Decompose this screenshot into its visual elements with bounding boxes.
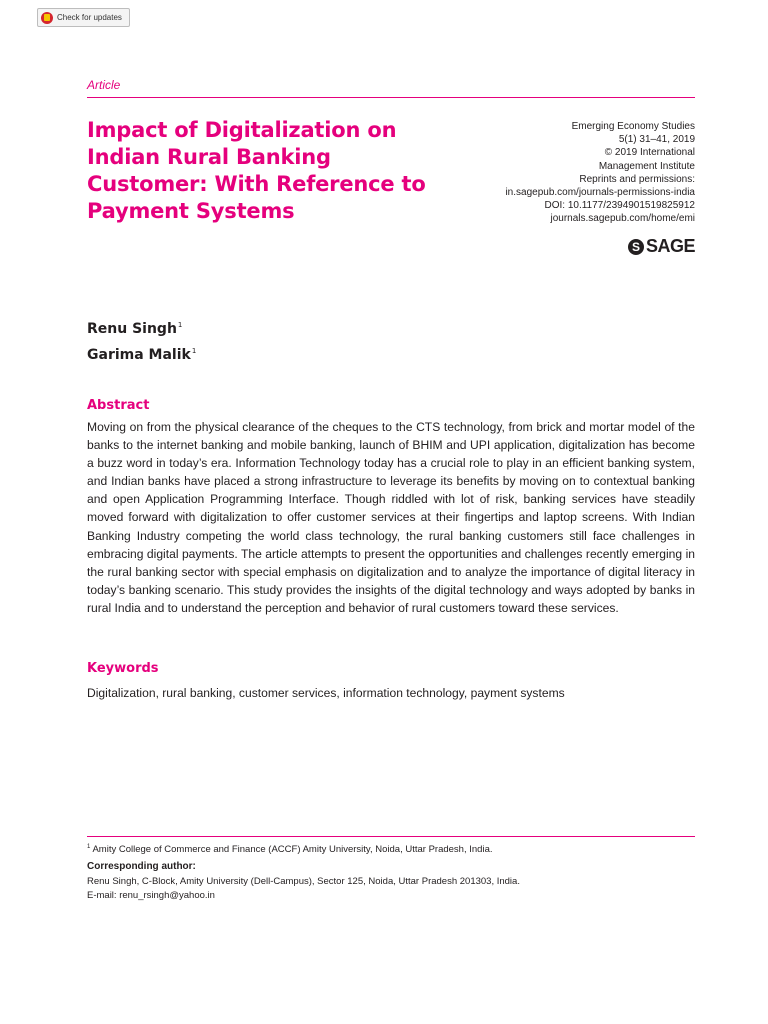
affiliation-footnote bbox=[87, 841, 695, 856]
crossmark-icon bbox=[41, 12, 53, 24]
permissions-link[interactable]: in.sagepub.com/journals-permissions-india bbox=[505, 187, 695, 199]
author-list bbox=[87, 314, 196, 366]
journal-reprints: Reprints and permissions: bbox=[579, 173, 695, 185]
article-type-label: Article bbox=[87, 78, 121, 92]
author-affiliation-marker: 1 bbox=[177, 321, 183, 329]
journal-copyright: © 2019 International bbox=[604, 147, 695, 159]
corresponding-email[interactable]: E-mail: renu_rsingh@yahoo.in bbox=[87, 889, 215, 901]
journal-home-link[interactable]: journals.sagepub.com/home/emi bbox=[550, 213, 695, 225]
footnote-affiliation: Amity College of Commerce and Finance (ACCF) Amity University, Noida, Uttar Pradesh, India. bbox=[92, 844, 493, 855]
keywords-heading: Keywords bbox=[87, 661, 159, 676]
corresponding-author-heading: Corresponding author: bbox=[87, 861, 196, 872]
abstract-text: Moving on from the physical clearance of the cheques to the CTS technology, from brick and mortar model of the banks to the internet banking and mobile banking, launch of BHIM and UPI application, digitalization has become a buzz word in today’s era. Information Technology today has a crucial role to play in an efficient banking system, and Indian banks have placed a strong infrastructure to leverage its benefits by moving on to contextual banking and open Application Programming Interface. Though riddled with lot of risk, banking services have steadily moved forward with digitalization to offer customer services at their fingertips and laptop screens. With Indian Banking Industry competing the world class technology, the rural banking customers still face challenges in embracing digital payments. The article attempts to present the opportunities and challenges recently emerging in the rural banking sector with special emphasis on digitalization and to analyze the importance of digital literacy in today’s banking scenario. This study provides the insights of the digital technology and ways adopted by banks in rural India and to understand the perception and behavior of rural customers toward these services. bbox=[87, 420, 695, 615]
sage-logo bbox=[628, 236, 695, 257]
abstract-heading: Abstract bbox=[87, 398, 150, 413]
sage-logo-icon: S bbox=[628, 239, 644, 255]
sage-logo-text: SAGE bbox=[645, 236, 695, 256]
header-divider bbox=[87, 97, 695, 98]
author-affiliation-marker: 1 bbox=[191, 347, 197, 355]
author-name: Garima Malik bbox=[87, 347, 191, 363]
corresponding-author-details bbox=[87, 875, 695, 902]
journal-volume: 5(1) 31–41, 2019 bbox=[618, 134, 695, 146]
journal-institute: Management Institute bbox=[598, 160, 695, 172]
footnote-divider bbox=[87, 836, 695, 837]
author-name: Renu Singh bbox=[87, 321, 177, 337]
check-for-updates-button[interactable] bbox=[37, 8, 130, 27]
article-title: Impact of Digitalization on Indian Rural Banking Customer: With Reference to Payment Systems bbox=[87, 118, 426, 223]
journal-doi[interactable]: DOI: 10.1177/2394901519825912 bbox=[544, 200, 695, 212]
check-for-updates-label: Check for updates bbox=[57, 13, 122, 22]
journal-name: Emerging Economy Studies bbox=[571, 121, 695, 132]
author-item bbox=[87, 314, 196, 340]
corresponding-address: Renu Singh, C-Block, Amity University (Dell-Campus), Sector 125, Noida, Uttar Pradesh 201303, India. bbox=[87, 876, 520, 887]
footnote-marker: 1 bbox=[87, 844, 91, 850]
author-item bbox=[87, 340, 196, 366]
keywords-text: Digitalization, rural banking, customer services, information technology, payment systems bbox=[87, 686, 565, 700]
journal-info bbox=[415, 120, 695, 226]
